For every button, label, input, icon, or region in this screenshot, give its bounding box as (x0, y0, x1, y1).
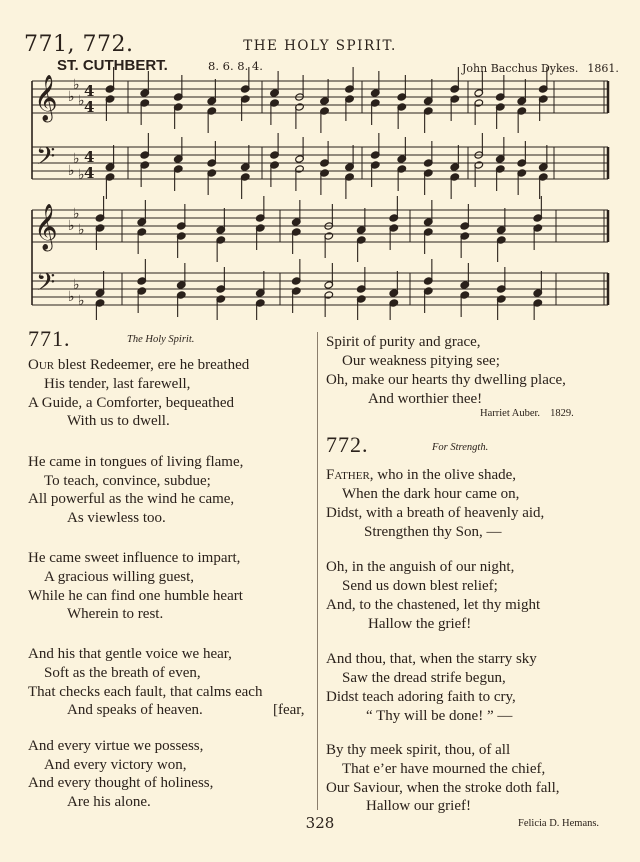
verse-line: That e’er have mourned the chief, (342, 761, 546, 777)
verse-line: Are his alone. (67, 794, 151, 810)
svg-text:♭: ♭ (68, 89, 75, 105)
verse-line: While he can find one humble heart (28, 588, 243, 604)
verse-line: He came in tongues of living flame, (28, 454, 244, 470)
svg-text:𝄢: 𝄢 (36, 268, 56, 303)
svg-text:♭: ♭ (78, 293, 85, 309)
verse-line: And speaks of heaven. (67, 702, 203, 718)
svg-text:♭: ♭ (73, 151, 80, 167)
tune-name: ST. CUTHBERT. (57, 57, 168, 74)
verse-line: Soft as the breath of even, (44, 665, 201, 681)
verse-line: Our blest Redeemer, ere he breathed (28, 357, 250, 373)
svg-text:4: 4 (84, 98, 95, 116)
verse-line: And every thought of holiness, (28, 775, 214, 791)
verse-line: Wherein to rest. (67, 606, 164, 622)
svg-text:4: 4 (84, 148, 95, 166)
hymn-subtitle: For Strength. (432, 442, 489, 453)
verse-line: And thou, that, when the starry sky (326, 651, 537, 667)
svg-text:𝄢: 𝄢 (36, 142, 56, 177)
verse-line-carryover: [fear, (273, 702, 305, 718)
verse-line: Hallow the grief! (368, 616, 472, 632)
hymn-numbers: 771, 772. (24, 32, 134, 57)
verse-line: All powerful as the wind he came, (28, 491, 235, 507)
page-number: 328 (305, 814, 335, 832)
verse-line: Oh, make our hearts thy dwelling place, (326, 372, 566, 388)
hymn-subtitle: The Holy Spirit. (127, 334, 195, 345)
verse-line: Didst, with a breath of heavenly aid, (326, 505, 545, 521)
svg-text:♭: ♭ (73, 77, 80, 93)
verse-line: And his that gentle voice we hear, (28, 646, 232, 662)
first-word: Our (28, 357, 55, 373)
verse-line: A gracious willing guest, (44, 569, 194, 585)
verse-line: Didst teach adoring faith to cry, (326, 689, 516, 705)
svg-text:𝄞: 𝄞 (34, 75, 58, 121)
meter: 8. 6. 8. 4. (208, 59, 263, 73)
svg-text:♭: ♭ (73, 277, 80, 293)
svg-text:♭: ♭ (78, 93, 85, 109)
verse-line: With us to dwell. (67, 413, 170, 429)
composer-name: John Bacchus Dykes. (462, 62, 579, 75)
svg-text:♭: ♭ (68, 163, 75, 179)
hymn-number: 771. (28, 326, 71, 351)
svg-text:♭: ♭ (73, 206, 80, 222)
verse-line: A Guide, a Comforter, bequeathed (28, 395, 235, 411)
verse-line: Hallow our grief! (366, 798, 471, 814)
verse-line: Strengthen thy Son, — (364, 524, 502, 540)
verse-line: Father, who in the olive shade, (326, 467, 517, 483)
verse-line: Our Saviour, when the stroke doth fall, (326, 780, 560, 796)
composer-year: 1861. (587, 62, 619, 75)
svg-text:𝄞: 𝄞 (34, 204, 58, 250)
verse-line: Spirit of purity and grace, (326, 334, 481, 350)
svg-text:♭: ♭ (78, 167, 85, 183)
verse-line: That checks each fault, that calms each (28, 684, 263, 700)
verse-line: As viewless too. (67, 510, 166, 526)
hymn-author: Felicia D. Hemans. (518, 818, 600, 829)
verse-line: His tender, last farewell, (44, 376, 191, 392)
svg-text:♭: ♭ (68, 289, 75, 305)
verse-line: Send us down blest relief; (342, 578, 498, 594)
verse-line: When the dark hour came on, (342, 486, 520, 502)
svg-text:♭: ♭ (68, 218, 75, 234)
hymn-number: 772. (326, 432, 369, 457)
svg-text:♭: ♭ (78, 222, 85, 238)
running-title: THE HOLY SPIRIT. (243, 38, 397, 54)
verse-line: “ Thy will be done! ” — (366, 708, 513, 724)
verse-line: And, to the chastened, let thy might (326, 597, 541, 613)
svg-text:4: 4 (84, 164, 95, 182)
svg-text:4: 4 (84, 82, 95, 100)
verse-line: Our weakness pitying see; (342, 353, 500, 369)
verse-line: To teach, convince, subdue; (44, 473, 211, 489)
verse-line: And worthier thee! (368, 391, 483, 407)
verse-line: He came sweet influence to impart, (28, 550, 241, 566)
verse-line: And every virtue we possess, (28, 738, 204, 754)
verse-line: By thy meek spirit, thou, of all (326, 742, 511, 758)
verse-line: Saw the dread strife begun, (342, 670, 506, 686)
verse-line: And every victory won, (44, 757, 187, 773)
first-word: Father, (326, 467, 374, 483)
hymn-author: Harriet Auber. 1829. (480, 408, 574, 419)
verse-line: Oh, in the anguish of our night, (326, 559, 515, 575)
